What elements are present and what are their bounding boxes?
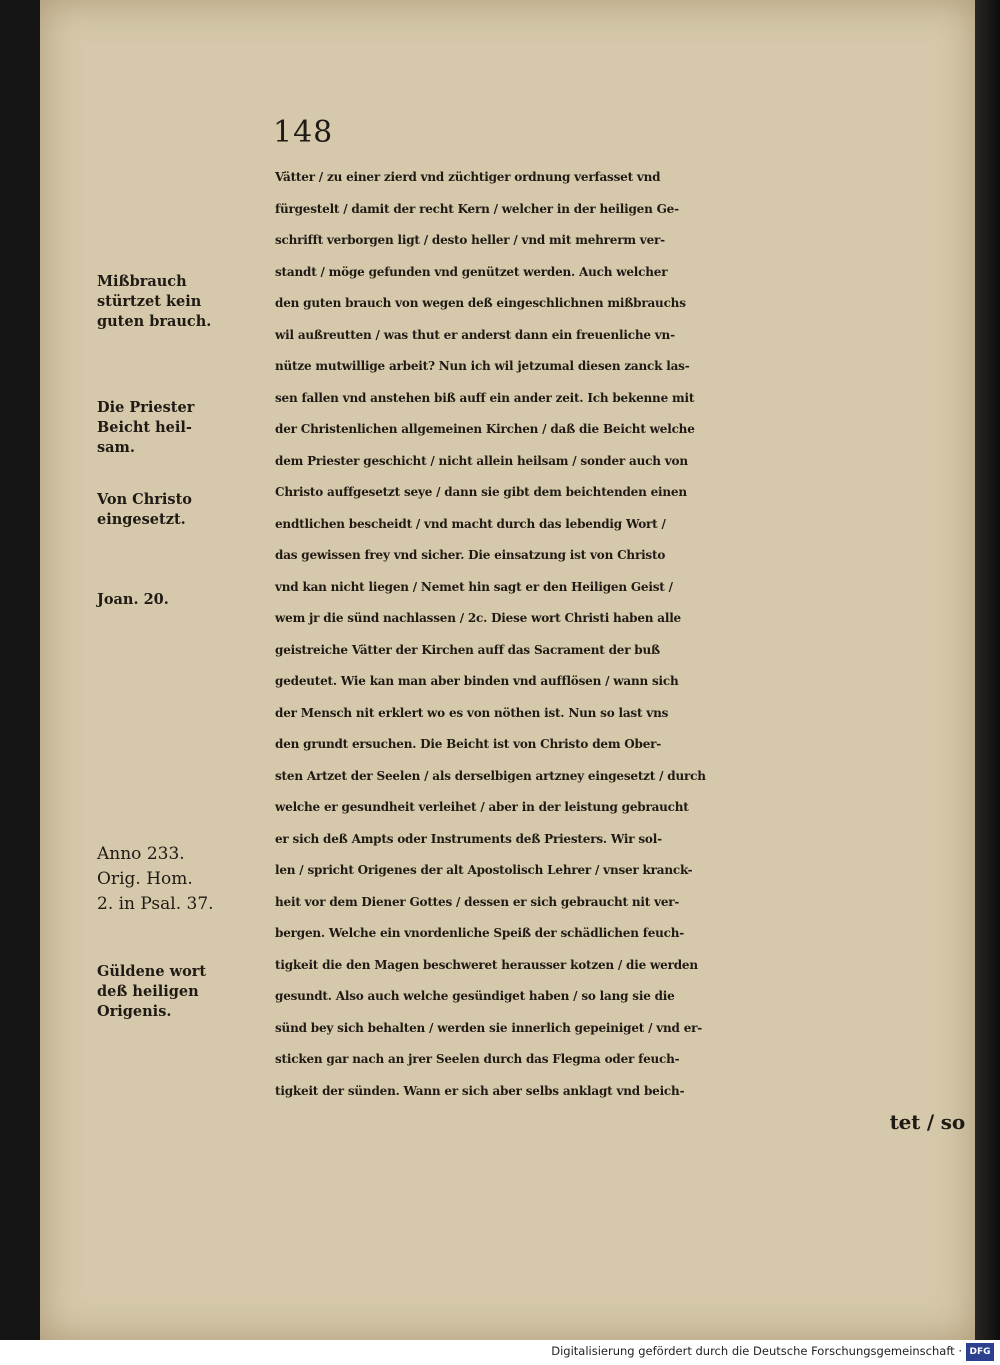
text-line: das gewissen frey vnd sicher. Die einsatzung ist von Christo [275,548,666,562]
text-line: gedeutet. Wie kan man aber binden vnd aufflösen / wann sich [275,674,679,688]
text-line: der Mensch nit erklert wo es von nöthen ist. Nun so last vns [275,705,669,720]
text-line: welche er gesundheit verleihet / aber in der leistung gebraucht [275,800,689,814]
marginal-line: deß heiligen [97,983,199,1000]
text-line: len / spricht Origenes der alt Apostolisch Lehrer / vnser kranck- [275,863,693,877]
marginal-note-john-reference [97,590,232,610]
text-line: schrifft verborgen ligt / desto heller / vnd mit mehrerm ver- [275,233,665,247]
text-line: fürgestelt / damit der recht Kern / welcher in der heiligen Ge- [275,201,679,216]
marginal-note-misuse [97,272,232,332]
marginal-line: guten brauch. [97,313,212,330]
text-line: tigkeit der sünden. Wann er sich aber selbs anklagt vnd beich- [275,1083,685,1098]
marginal-line: 2. in Psal. 37. [97,894,214,914]
text-line: sten Artzet der Seelen / als derselbigen artzney eingesetzt / durch [275,768,706,783]
text-line: endtlichen bescheidt / vnd macht durch das lebendig Wort / [275,516,666,531]
text-line: sticken gar nach an jrer Seelen durch das Flegma oder feuch- [275,1052,680,1066]
text-line: nütze mutwillige arbeit? Nun ich wil jetzumal diesen zanck las- [275,359,690,373]
text-line: tigkeit die den Magen beschweret herausser kotzen / die werden [275,957,698,972]
text-line: wil außreutten / was thut er anderst dann ein freuenliche vn- [275,327,675,342]
text-line: den grundt ersuchen. Die Beicht ist von Christo dem Ober- [275,737,662,751]
text-line: sen fallen vnd anstehen biß auff ein ander zeit. Ich bekenne mit [275,390,695,405]
text-line: sünd bey sich behalten / werden sie innerlich gepeiniget / vnd er- [275,1020,703,1035]
marginal-line: Von Christo [97,491,192,508]
marginal-note-golden-words [97,962,232,1022]
marginal-line: Die Priester [97,399,195,416]
dfg-logo: DFG [966,1343,994,1361]
marginal-line: Joan. 20. [97,591,169,608]
text-line: gesundt. Also auch welche gesündiget haben / so lang sie die [275,989,675,1003]
marginal-line: Orig. Hom. [97,869,193,889]
marginal-line: sam. [97,439,135,456]
marginal-line: stürtzet kein [97,293,202,310]
footer-bar [0,1340,1000,1365]
marginal-note-priest-confession [97,398,232,458]
marginal-note-instituted [97,490,232,530]
catchword: tet / so [889,1110,965,1134]
text-line: Vätter / zu einer zierd vnd züchtiger ordnung verfasset vnd [275,170,661,184]
text-line: geistreiche Vätter der Kirchen auff das Sacrament der buß [275,642,660,657]
marginal-line: Güldene wort [97,963,207,980]
book-page [40,0,975,1340]
marginal-line: Beicht heil- [97,419,192,436]
marginal-line: eingesetzt. [97,511,186,528]
text-line: dem Priester geschicht / nicht allein heilsam / sonder auch von [275,453,688,468]
main-text [275,162,975,1139]
text-line: Christo auffgesetzt seye / dann sie gibt dem beichtenden einen [275,485,687,499]
marginal-line: Mißbrauch [97,273,187,290]
text-line: den guten brauch von wegen deß eingeschlichnen mißbrauchs [275,296,686,310]
text-line: heit vor dem Diener Gottes / dessen er sich gebraucht nit ver- [275,894,680,909]
text-line: bergen. Welche ein vnordenliche Speiß der schädlichen feuch- [275,926,685,940]
marginal-note-origen-citation [97,842,232,917]
marginal-line: Anno 233. [97,844,185,864]
text-line: der Christenlichen allgemeinen Kirchen / daß die Beicht welche [275,422,695,436]
funding-credit: Digitalisierung gefördert durch die Deutsche Forschungsgemeinschaft · [551,1344,962,1358]
text-line: standt / möge gefunden vnd genützet werden. Auch welcher [275,264,668,279]
marginal-line: Origenis. [97,1003,172,1020]
book-edge [975,0,1000,1340]
text-line: er sich deß Ampts oder Instruments deß Priesters. Wir sol- [275,831,662,846]
text-line: vnd kan nicht liegen / Nemet hin sagt er den Heiligen Geist / [275,579,673,594]
text-line: wem jr die sünd nachlassen / 2c. Diese wort Christi haben alle [275,611,681,625]
page-number: 148 [273,115,334,150]
